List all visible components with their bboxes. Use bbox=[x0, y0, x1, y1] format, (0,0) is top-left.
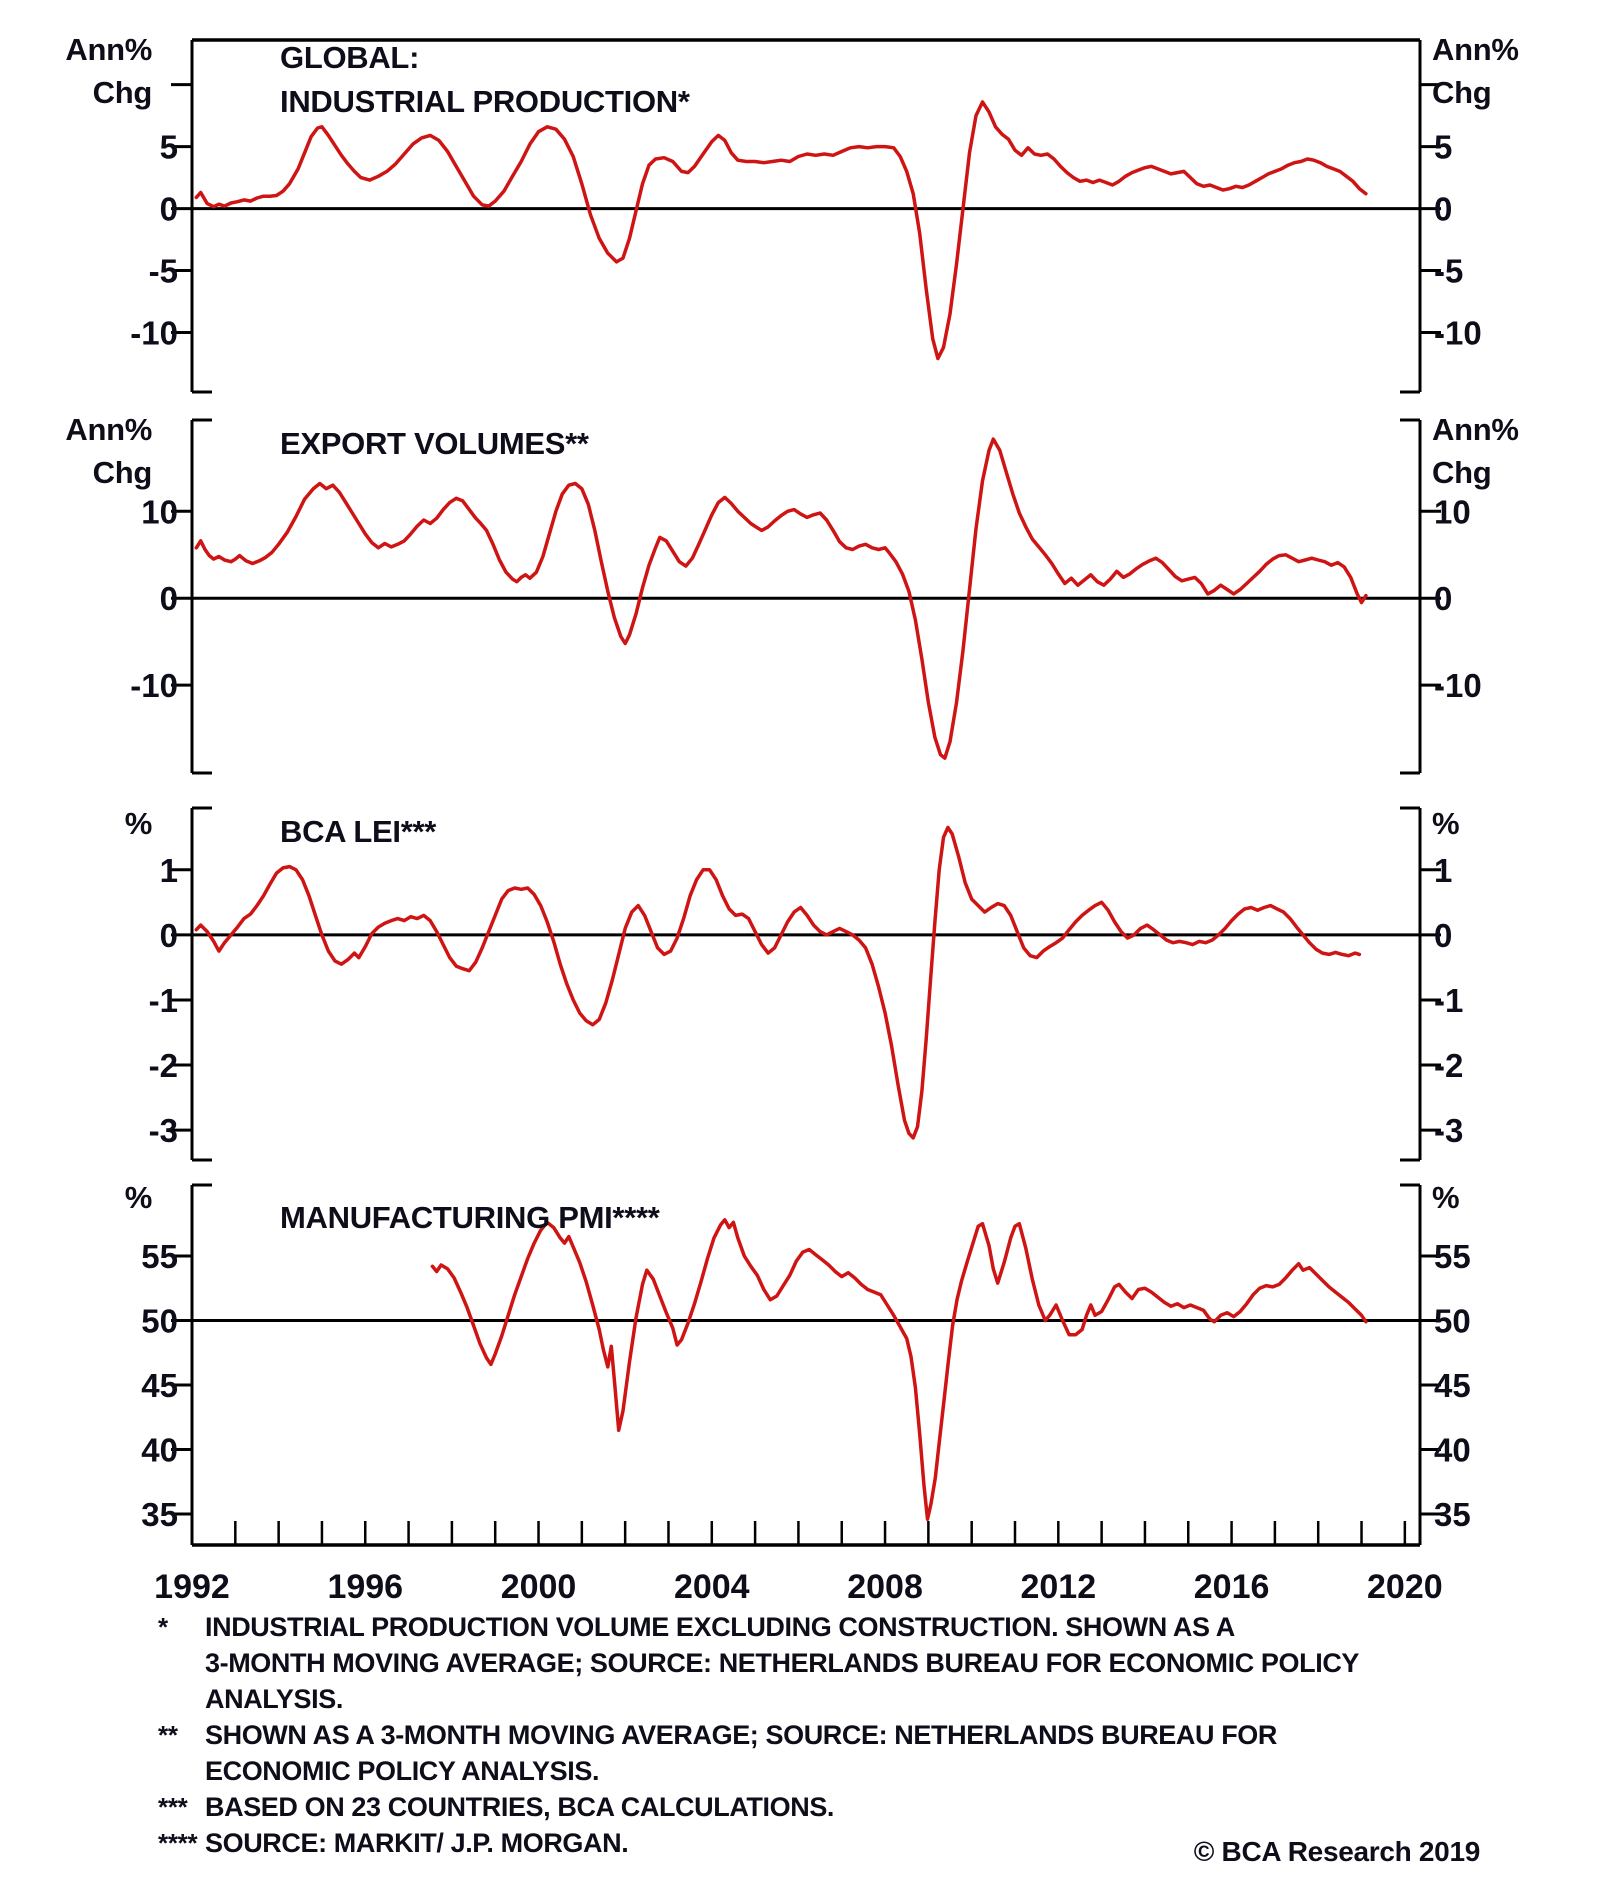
footnote-marker: * bbox=[158, 1612, 168, 1642]
y-tick-label-left: 0 bbox=[159, 916, 178, 954]
footnote-row bbox=[0, 1756, 1600, 1792]
y-tick-label-right: 5 bbox=[1434, 128, 1453, 166]
y-tick-label-left: 40 bbox=[141, 1431, 178, 1469]
y-tick-label-left: 35 bbox=[141, 1496, 178, 1534]
y-tick-label-right: -1 bbox=[1434, 981, 1464, 1019]
y-tick-label-right: 0 bbox=[1434, 580, 1453, 618]
footnote-marker: ** bbox=[158, 1720, 178, 1750]
y-tick-label-left: -2 bbox=[148, 1047, 178, 1085]
y-tick-label-right: 0 bbox=[1434, 190, 1453, 228]
panel3-unit-left bbox=[42, 802, 152, 845]
x-tick-label: 2016 bbox=[1193, 1568, 1270, 1606]
x-tick-label: 2004 bbox=[673, 1568, 750, 1606]
footnote-marker: *** bbox=[158, 1792, 188, 1822]
footnote-text: ECONOMIC POLICY ANALYSIS. bbox=[205, 1756, 600, 1786]
footnote-row bbox=[0, 1648, 1600, 1684]
y-tick-label-right: 10 bbox=[1434, 493, 1471, 531]
y-tick-label-left: 10 bbox=[141, 493, 178, 531]
series-line-panel4 bbox=[432, 1220, 1366, 1519]
footnote-text: INDUSTRIAL PRODUCTION VOLUME EXCLUDING CONSTRUCTION. SHOWN AS A bbox=[205, 1612, 1235, 1642]
x-tick-label: 2008 bbox=[847, 1568, 923, 1606]
unit-chg: Chg bbox=[92, 75, 152, 110]
y-tick-label-right: 40 bbox=[1434, 1431, 1471, 1469]
x-tick-label: 2000 bbox=[500, 1568, 577, 1606]
y-tick-label-right: -5 bbox=[1434, 252, 1464, 290]
x-tick-label: 2012 bbox=[1020, 1568, 1097, 1606]
panel1-unit-left bbox=[42, 28, 152, 114]
panel4-unit-right bbox=[1432, 1176, 1459, 1219]
y-tick-label-right: 1 bbox=[1434, 851, 1453, 889]
panel3-title bbox=[280, 810, 436, 854]
y-tick-label-left: -1 bbox=[148, 981, 178, 1019]
y-tick-label-right: -10 bbox=[1434, 314, 1482, 352]
panel4-title-line1: MANUFACTURING PMI**** bbox=[280, 1200, 660, 1235]
panel4-title bbox=[280, 1196, 660, 1240]
y-tick-label-left: 0 bbox=[159, 580, 178, 618]
y-tick-label-left: -3 bbox=[148, 1112, 178, 1150]
y-tick-label-left: -10 bbox=[130, 314, 178, 352]
panel3-title-line1: BCA LEI*** bbox=[280, 814, 437, 849]
x-tick-label: 1992 bbox=[154, 1568, 230, 1606]
y-tick-label-left: -10 bbox=[130, 667, 178, 705]
panel2-unit-right bbox=[1432, 408, 1519, 494]
footnote-text: BASED ON 23 COUNTRIES, BCA CALCULATIONS. bbox=[205, 1792, 835, 1822]
y-tick-label-right: -3 bbox=[1434, 1112, 1464, 1150]
footnotes bbox=[0, 1612, 1600, 1862]
footnote-text: SHOWN AS A 3-MONTH MOVING AVERAGE; SOURCE: NETHERLANDS BUREAU FOR bbox=[205, 1720, 1278, 1750]
y-tick-label-right: 45 bbox=[1434, 1367, 1471, 1404]
series-line-panel3 bbox=[196, 828, 1359, 1138]
unit-ann-pct: Ann% bbox=[65, 32, 152, 67]
panel4-unit-left bbox=[42, 1176, 152, 1219]
panel1-unit-right bbox=[1432, 28, 1519, 114]
y-tick-label-right: -10 bbox=[1434, 667, 1482, 705]
unit-chg: Chg bbox=[1432, 455, 1492, 490]
panel2-unit-left bbox=[42, 408, 152, 494]
unit-pct: % bbox=[1432, 806, 1460, 841]
y-tick-label-right: 50 bbox=[1434, 1302, 1471, 1340]
panel2-title-line1: EXPORT VOLUMES** bbox=[280, 426, 589, 461]
unit-pct: % bbox=[124, 1180, 152, 1215]
y-tick-label-right: 0 bbox=[1434, 916, 1453, 954]
unit-pct: % bbox=[1432, 1180, 1460, 1215]
y-tick-label-right: -2 bbox=[1434, 1047, 1464, 1085]
footnote-row bbox=[0, 1792, 1600, 1828]
footnote-row bbox=[0, 1684, 1600, 1720]
x-tick-label: 2020 bbox=[1367, 1568, 1443, 1606]
footnote-text: SOURCE: MARKIT/ J.P. MORGAN. bbox=[205, 1828, 629, 1858]
y-tick-label-right: 35 bbox=[1434, 1496, 1471, 1534]
y-tick-label-left: -5 bbox=[148, 252, 178, 290]
panel3-unit-right bbox=[1432, 802, 1459, 845]
panel2-title bbox=[280, 422, 589, 466]
y-tick-label-left: 50 bbox=[141, 1302, 178, 1340]
footnote-text: 3-MONTH MOVING AVERAGE; SOURCE: NETHERLANDS BUREAU FOR ECONOMIC POLICY bbox=[205, 1648, 1360, 1678]
y-tick-label-right: 55 bbox=[1434, 1237, 1471, 1275]
panel1-title-line1: GLOBAL: bbox=[280, 40, 420, 75]
series-line-panel1 bbox=[196, 102, 1366, 359]
y-tick-label-left: 45 bbox=[141, 1367, 178, 1404]
copyright: © BCA Research 2019 bbox=[1193, 1836, 1480, 1867]
footnote-row bbox=[0, 1720, 1600, 1756]
unit-ann-pct: Ann% bbox=[65, 412, 152, 447]
footnote-text: ANALYSIS. bbox=[205, 1684, 343, 1714]
footnote-marker: **** bbox=[158, 1828, 198, 1858]
panel1-title-line2: INDUSTRIAL PRODUCTION* bbox=[280, 84, 690, 119]
unit-ann-pct: Ann% bbox=[1432, 32, 1519, 67]
unit-chg: Chg bbox=[1432, 75, 1492, 110]
footnote-row bbox=[0, 1612, 1600, 1648]
y-tick-label-left: 0 bbox=[159, 190, 178, 228]
panel1-title bbox=[280, 36, 690, 124]
unit-pct: % bbox=[124, 806, 152, 841]
y-tick-label-left: 5 bbox=[159, 128, 178, 166]
x-tick-label: 1996 bbox=[327, 1568, 404, 1606]
unit-ann-pct: Ann% bbox=[1432, 412, 1519, 447]
unit-chg: Chg bbox=[92, 455, 152, 490]
y-tick-label-left: 1 bbox=[159, 851, 178, 889]
y-tick-label-left: 55 bbox=[141, 1237, 178, 1275]
